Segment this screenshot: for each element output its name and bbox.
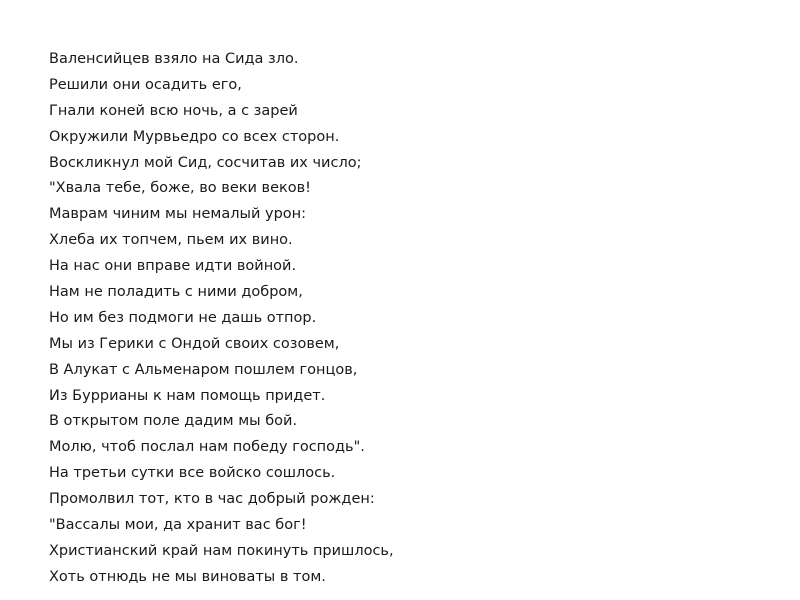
poem-line: В Алукат с Альменаром пошлем гонцов, — [49, 361, 358, 378]
poem-line: "Хвала тебе, боже, во веки веков! — [49, 180, 311, 197]
poem-line: Промолвил тот, кто в час добрый рожден: — [49, 491, 375, 508]
poem-line: Валенсийцев взяло на Сида зло. — [49, 51, 299, 67]
poem-line: Мы из Герики с Ондой своих созовем, — [49, 335, 340, 352]
poem-line: Гнали коней всю ночь, а с зарей — [49, 102, 298, 119]
poem-line: Нам не поладить с ними добром, — [49, 284, 303, 301]
poem-line: В открытом поле дадим мы бой. — [49, 413, 298, 430]
poem-line: "Вассалы мои, да хранит вас бог! — [49, 517, 307, 534]
poem-line: Из Буррианы к нам помощь придет. — [49, 387, 326, 404]
poem-line: На нас они вправе идти войной. — [49, 258, 297, 275]
poem-line: Молю, чтоб послал нам победу господь". — [49, 439, 365, 456]
poem-line: На третьи сутки все войско сошлось. — [49, 465, 336, 482]
poem-line: Но им без подмоги не дашь отпор. — [49, 309, 317, 326]
poem-line: Хлеба их топчем, пьем их вино. — [49, 232, 293, 249]
poem-line: Христианский край нам покинуть пришлось, — [49, 542, 394, 559]
poem-line: Воскликнул мой Сид, сосчитав их число; — [49, 154, 362, 171]
poem-line: Хоть отнюдь не мы виноваты в том. — [49, 568, 326, 585]
poem-text — [49, 47, 394, 591]
poem-line: Решили они осадить его, — [49, 76, 242, 93]
poem-line: Маврам чиним мы немалый урон: — [49, 206, 307, 223]
poem-line: Окружили Мурвьедро со всех сторон. — [49, 128, 340, 145]
